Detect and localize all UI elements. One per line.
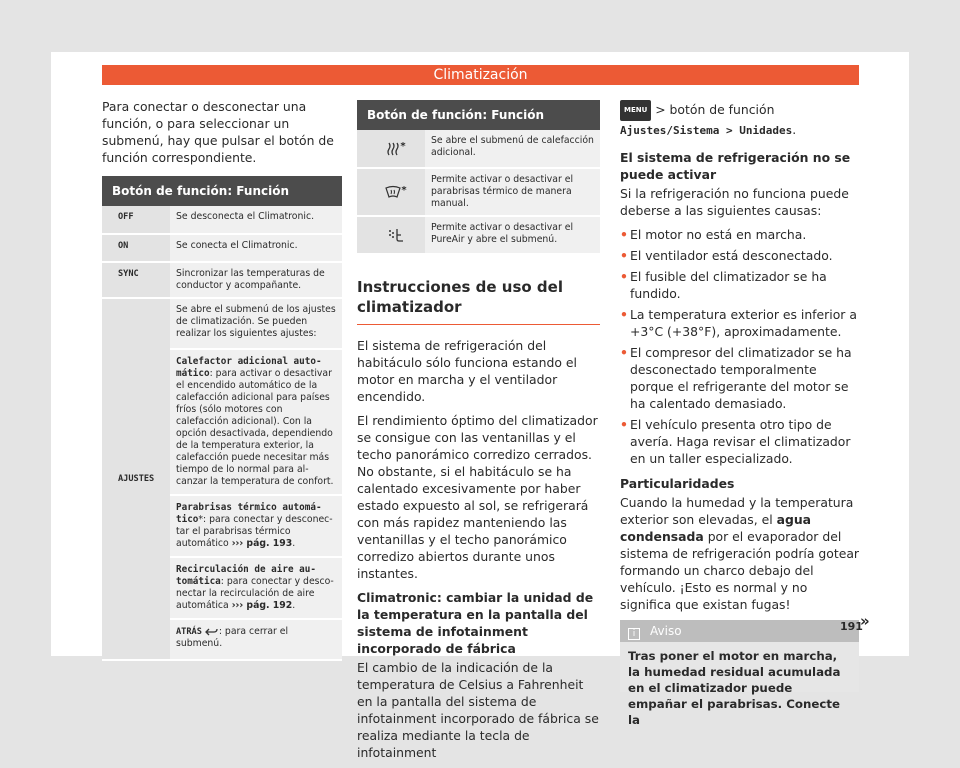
table-row: [357, 130, 600, 168]
ajustes-desc: [170, 298, 342, 660]
list-item: • El motor no está en marcha.: [620, 227, 807, 242]
note-text: Tras poner el motor en marcha, la humedad residual acumulada en el climatizador puede empañar el parabrisas. Conecte la: [628, 649, 841, 727]
column-3: [620, 100, 860, 727]
intro-paragraph: Para conectar o desconectar una función, o para seleccionar un submenú, hay que pulsar el botón de función correspondiente.: [102, 99, 334, 165]
list-item: • El fusible del climatizador se ha fundido.: [620, 269, 827, 301]
section-title: Instrucciones de uso del climatizador: [357, 277, 600, 325]
ajustes-sub-windshield: Parabrisas térmico automático*: para conectar y desconectar el parabrisas térmico automático ››› pág. 193.: [170, 494, 342, 550]
menu-path-value: Ajustes/Sistema > Unidades: [620, 124, 793, 137]
paragraph: El cambio de la indicación de la temperatura de Celsius a Fahrenheit en la pantalla del sistema de infotainment incorporado de fábrica se realiza mediante la tecla de infotainment: [357, 660, 599, 760]
table-row: [357, 216, 600, 254]
subsection-title: Climatronic: cambiar la unidad de la temperatura en la pantalla del sistema de infotainment incorporado de fábrica: [357, 590, 594, 656]
page-reference[interactable]: ››› pág. 192: [231, 600, 293, 611]
list-item: • El ventilador está desconectado.: [620, 248, 833, 263]
setting-name: ATRÁS: [176, 627, 202, 637]
ajustes-sub-recirculation: Recirculación de aire automática: para conectar y desconectar la recirculación de aire automática ››› pág. 192.: [170, 556, 342, 612]
back-arrow-icon: [205, 627, 219, 637]
menu-path: MENU > botón de función Ajustes/Sistema > Unidades.: [620, 102, 797, 137]
column-1: [102, 98, 342, 661]
function-desc: Permite activar o desactivar el parabrisas térmico de manera manual.: [425, 168, 600, 216]
function-desc: Sincronizar las temperaturas de conductor y acompañante.: [170, 262, 342, 298]
function-key-ajustes: AJUSTES: [102, 298, 170, 660]
paragraph: Si la refrigeración no funciona puede deberse a las siguientes causas:: [620, 186, 849, 218]
table-header: Botón de función: Función: [357, 100, 600, 130]
function-key-on: ON: [102, 234, 170, 262]
info-icon: i: [628, 628, 640, 640]
aux-heating-icon: [386, 141, 400, 157]
function-desc: Permite activar o desactivar el PureAir y abre el submenú.: [425, 216, 600, 254]
chapter-header: Climatización: [102, 65, 859, 85]
table-header: Botón de función: Función: [102, 176, 342, 206]
page-reference[interactable]: ››› pág. 193: [231, 538, 293, 549]
function-desc: Se abre el submenú de calefacción adicional.: [425, 130, 600, 168]
windshield-heating-icon: [385, 185, 401, 199]
ajustes-sub-back: ATRÁS : para cerrar el submenú.: [170, 618, 342, 654]
function-icon-cell: *: [357, 168, 425, 216]
function-table-1: [102, 176, 342, 661]
ajustes-sub-aux-heating: Calefactor adicional automático: para activar o desactivar el encendido automático de la calefacción adicional para países fríos (sólo motores con calefacción adicional). Con la opción desactivada, dependiendo de la temperatura exterior, la calefacción puede necesitar más tiempo de lo normal para alcanzar la temperatura de confort.: [170, 348, 342, 488]
paragraph: El rendimiento óptimo del climatizador se consigue con las ventanillas y el techo panorámico corredizo cerrados. No obstante, si el habitáculo se ha calentado excesivamente por haber estado expuesto al sol, se refrigerará con más rapidez manteniendo las ventanillas y el techo panorámico corredizo abiertos durante unos instantes.: [357, 413, 598, 581]
setting-name: Calefactor adicional automático: [176, 356, 322, 379]
function-icon-cell: [357, 216, 425, 254]
function-key-off: OFF: [102, 206, 170, 234]
table-row: [102, 234, 342, 262]
list-item: • La temperatura exterior es inferior a +3°C (+38°F), aproximadamente.: [620, 307, 857, 339]
function-key-sync: SYNC: [102, 262, 170, 298]
note-header: i Aviso: [620, 620, 859, 642]
list-item: • El vehículo presenta otro tipo de avería. Haga revisar el climatizador en un taller especializado.: [620, 417, 851, 466]
function-desc: Se conecta el Climatronic.: [170, 234, 342, 262]
continue-mark: »: [860, 612, 870, 630]
table-row: [102, 262, 342, 298]
paragraph: El sistema de refrigeración del habitáculo sólo funciona estando el motor en marcha y el ventilador encendido.: [357, 338, 577, 404]
menu-key-icon: MENU: [620, 100, 651, 121]
list-item: • El compresor del climatizador se ha desconectado temporalmente porque el refrigerante del motor se ha calentado demasiado.: [620, 345, 852, 411]
paragraph: Cuando la humedad y la temperatura exterior son elevadas, el agua condensada por el evaporador del sistema de refrigeración podría gotear formando un charco debajo del vehículo. ¡Esto es normal y no significa que existan fugas!: [620, 495, 860, 612]
subsection-title: Particularidades: [620, 476, 735, 491]
column-2: [357, 100, 600, 768]
setting-name: Recirculación de aire automática: [176, 564, 316, 587]
table-row: [357, 168, 600, 216]
table-row: [102, 206, 342, 234]
note-box: [620, 620, 859, 727]
subsection-title: El sistema de refrigeración no se puede activar: [620, 150, 851, 182]
page-number: 191: [840, 620, 863, 633]
function-desc: Se desconecta el Climatronic.: [170, 206, 342, 234]
function-icon-cell: *: [357, 130, 425, 168]
function-table-2: [357, 100, 600, 255]
pureair-icon: [387, 227, 405, 243]
causes-list: [620, 226, 859, 467]
ajustes-intro: Se abre el submenú de los ajustes de climatización. Se pueden realizar los siguientes ajustes:: [176, 304, 336, 339]
setting-name: Parabrisas térmico automático: [176, 502, 322, 525]
table-row: [102, 298, 342, 660]
